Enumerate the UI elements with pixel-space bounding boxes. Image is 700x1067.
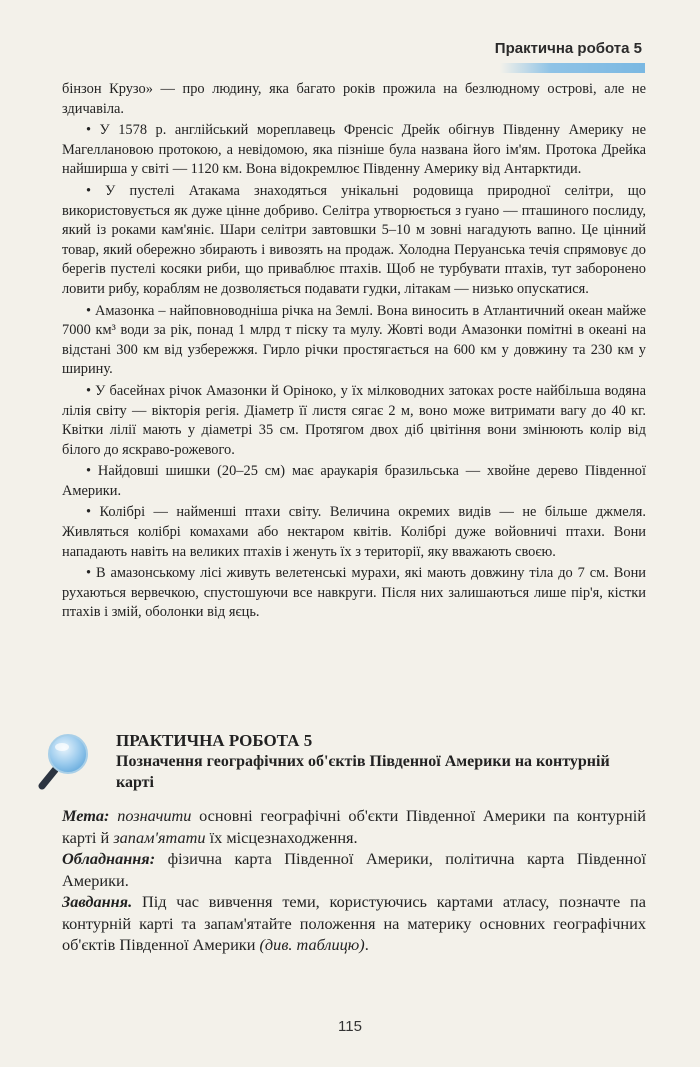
goal-verb-remember: запам'ятати <box>113 827 206 847</box>
magnifier-icon <box>38 732 92 790</box>
equipment-label: Обладнання: <box>62 849 156 868</box>
task-text: Під час вивчення теми, користуючись картами атласу, позначте па контурній карті та запам'ятайте положення на материку основних географічних об'єктів Південної Америки <box>62 892 646 954</box>
paragraph-victoria: • У басейнах річок Амазонки й Оріноко, у їх мілководних затоках росте найбільша водяна лілія світу — вікторія регія. Діаметр її листя сягає 2 м, воно може витримати вагу до 40 кг. Квітки лілії мають у діаметрі 35 см. Протягом двох діб цвітіння вони змінюють колір від білого до яскраво-рожевого. <box>62 382 646 458</box>
running-header-title: Практична робота 5 <box>494 40 642 57</box>
paragraph-araucaria: • Найдовші шишки (20–25 см) має араукарія бразильська — хвойне дерево Південної Америки. <box>62 463 646 499</box>
task-end: . <box>364 935 369 954</box>
task-label: Завдання. <box>62 892 133 911</box>
goal-text-2: їх місцезнаходження. <box>205 827 358 847</box>
paragraph-ants: • В амазонському лісі живуть велетенські мурахи, які мають довжину тіла до 7 см. Вони рухаються вервечкою, спустошуючи все навкруги. Після них залишаються лише пір'я, кістки птахів і змій, оболонки від яєць. <box>62 565 646 621</box>
equipment-text: фізична карта Південної Америки, політична карта Південної Америки. <box>62 849 646 890</box>
practical-work-title: ПРАКТИЧНА РОБОТА 5 <box>116 731 313 750</box>
goal-verb-mark: позначити <box>117 806 192 825</box>
paragraph-hummingbird: • Колібрі — найменші птахи світу. Величина окремих видів — не більше джмеля. Живляться колібрі комахами або нектаром квітів. Колібрі дуже войовничі птахи. Вони нападають навіть на великих птахів і женуть їх з території, яку вважають своєю. <box>62 504 646 560</box>
practical-work-subtitle: Позначення географічних об'єктів Південної Америки на контурній карті <box>116 753 610 791</box>
goal-paragraph <box>62 805 646 848</box>
paragraph-drake: • У 1578 р. англійський мореплавець Френсіс Дрейк обігнув Південну Америку не Магеллановою протокою, а невідомою, яка пізніше була названа його ім'ям. Протока Дрейка найширша у світі — 1120 км. Вона відокремлює Південну Америку від Антарктиди. <box>62 122 646 178</box>
page-number: 115 <box>338 1018 362 1035</box>
task-reference: (див. таблицю) <box>259 935 365 954</box>
header-accent-bar <box>500 63 645 73</box>
practical-work-body <box>62 805 646 956</box>
goal-text-1: основні географічні об'єкти Південної Америки па контурній карті й <box>62 806 647 847</box>
equipment-paragraph <box>62 848 646 891</box>
paragraph-amazon: • Амазонка – найповноводніша річка на Землі. Вона виносить в Атлантичний океан майже 7000 км³ води за рік, понад 1 млрд т піску та мулу. Жовті води Амазонки помітні в океані на відстані 300 км від узбережжя. Гирло річки простягається на 600 км у довжину та 230 км у ширину. <box>62 302 646 378</box>
paragraph-robinson: бінзон Крузо» — про людину, яка багато років прожила на безлюдному острові, але не здичавіла. <box>62 81 646 117</box>
task-paragraph <box>62 891 646 956</box>
goal-label: Мета: <box>62 806 110 825</box>
paragraph-atacama: • У пустелі Атакама знаходяться унікальні родовища природної селітри, що використовується як дуже цінне добриво. Селітра утворюється з гуано — пташиного послиду, який із роками кам'яніє. Шари селітри завтовшки 5–10 м зовні нагадують вапно. Це цінний товар, який обережно збирають і вивозять на продаж. Холодна Перуанська течія спрямовує до берегів пустелі косяки риби, що приваблює птахів. Щоб не турбувати птахів, тут заборонено ловити рибу, кораблям не дозволяється подавати гудки, літакам — низько опускатися. <box>62 182 646 297</box>
facts-text <box>62 80 646 625</box>
